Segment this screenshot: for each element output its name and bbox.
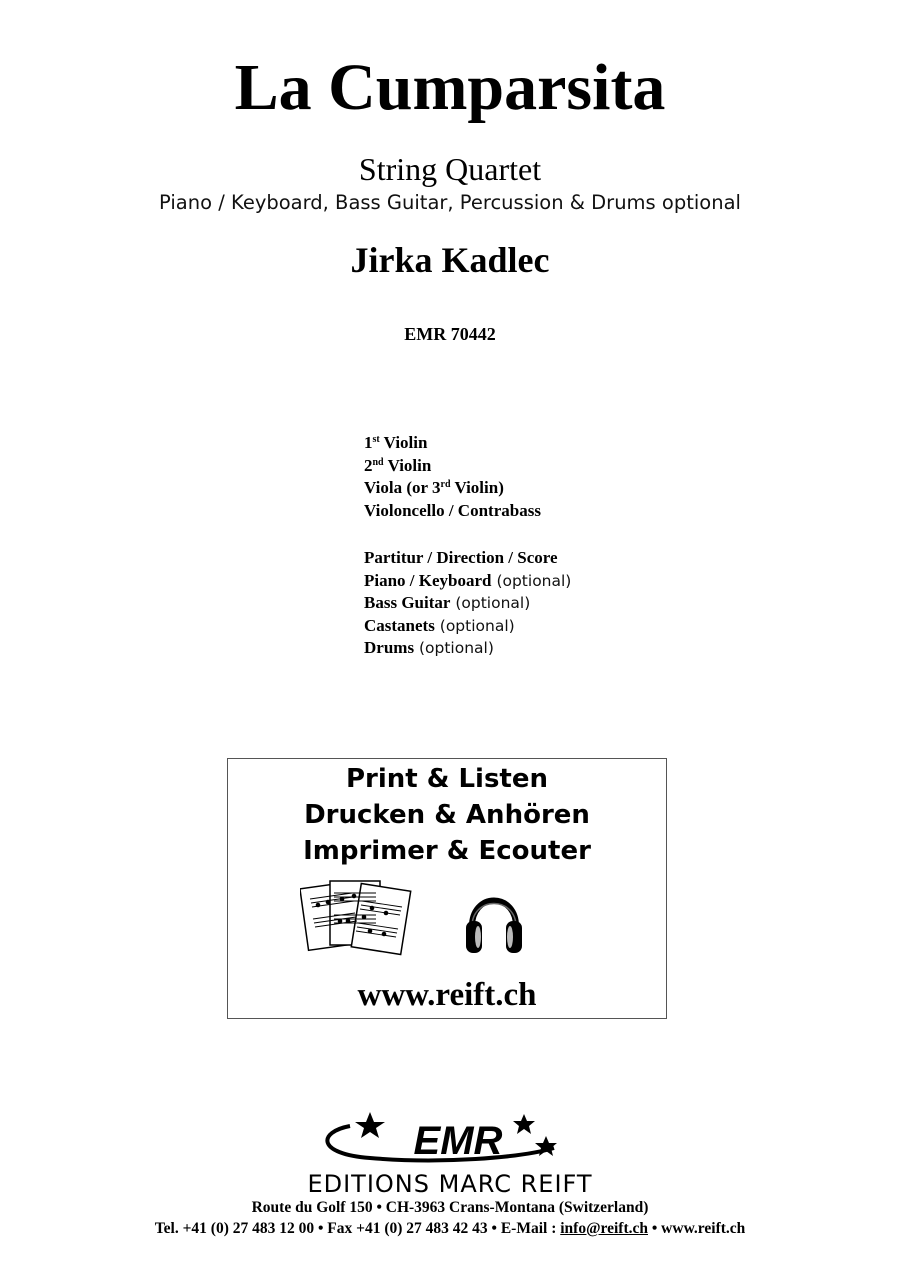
subtitle: String Quartet (358, 151, 542, 187)
svg-text:EMR: EMR (413, 1119, 503, 1163)
part-viola: Viola (or 3rd Violin) (364, 478, 504, 498)
promo-line-french: Imprimer & Ecouter (303, 836, 591, 866)
part-score: Partitur / Direction / Score (364, 548, 558, 567)
page-title: La Cumparsita (234, 51, 666, 124)
promo-url[interactable]: www.reift.ch (357, 977, 537, 1013)
sheet-music-icon (300, 877, 412, 957)
emr-logo (310, 1108, 590, 1168)
catalog-number: EMR 70442 (404, 324, 496, 344)
star-icon (513, 1114, 535, 1134)
instrumentation-line: Piano / Keyboard, Bass Guitar, Percussion & Drums optional (159, 191, 741, 214)
promo-line-german: Drucken & Anhören (304, 800, 590, 830)
publisher-contact: Tel. +41 (0) 27 483 12 00 • Fax +41 (0) 27 483 42 43 • E-Mail : info@reift.ch • www.reift.ch (154, 1220, 746, 1237)
part-violin-1: 1st Violin (364, 433, 428, 452)
composer-name: Jirka Kadlec (350, 240, 550, 280)
publisher-name: EDITIONS MARC REIFT (307, 1170, 593, 1198)
part-bass-guitar: Bass Guitar (optional) (364, 593, 531, 613)
string-parts-list (364, 432, 541, 522)
part-violin-2: 2nd Violin (364, 455, 432, 475)
part-drums: Drums (optional) (364, 638, 494, 658)
part-piano: Piano / Keyboard (optional) (364, 570, 572, 590)
email-link[interactable]: info@reift.ch (560, 1220, 648, 1237)
publisher-address: Route du Golf 150 • CH-3963 Crans-Montana (Switzerland) (251, 1199, 649, 1216)
promo-line-english: Print & Listen (345, 764, 549, 794)
headphones-icon (464, 881, 524, 957)
additional-parts-list (364, 547, 571, 660)
star-icon (355, 1112, 385, 1138)
print-listen-box (227, 758, 667, 1019)
part-castanets: Castanets (optional) (364, 615, 515, 635)
part-cello: Violoncello / Contrabass (364, 500, 541, 520)
